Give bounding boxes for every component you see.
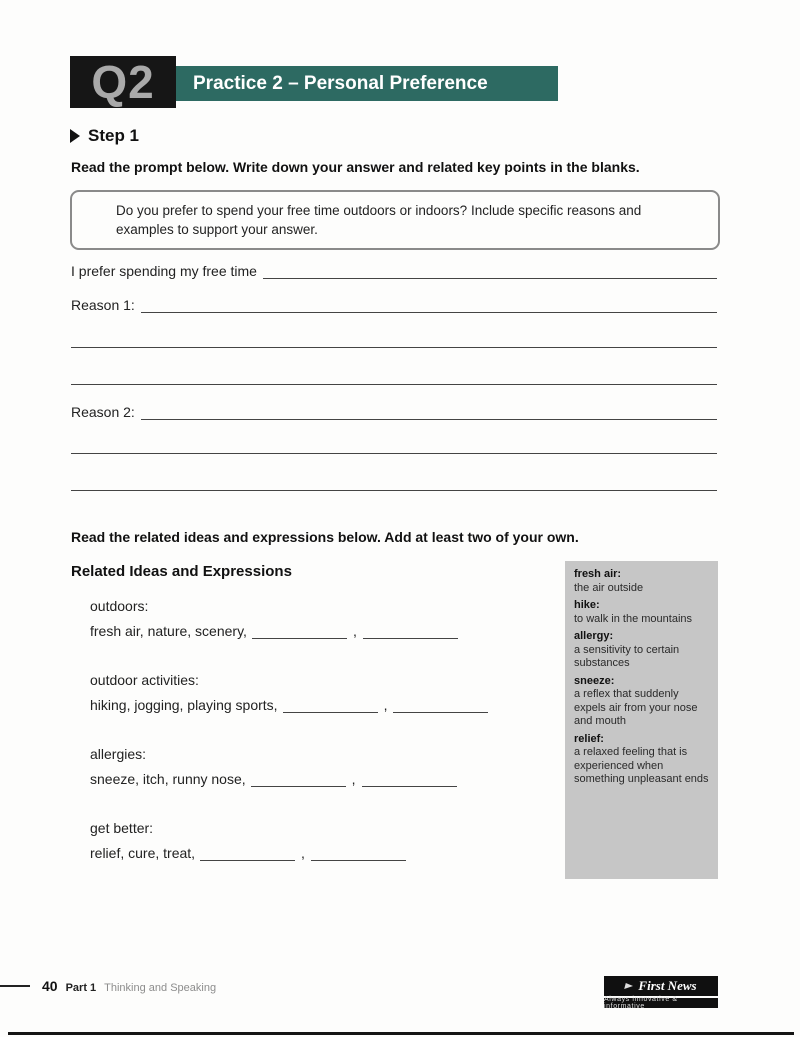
- answer-writing-line: [263, 262, 717, 279]
- idea-group-words: [90, 771, 552, 787]
- fill-in-blank: [283, 698, 378, 713]
- footer-rule: [0, 985, 30, 987]
- fill-in-blank: [200, 846, 295, 861]
- part-title: Thinking and Speaking: [104, 982, 217, 994]
- triangle-bullet-icon: [70, 129, 80, 143]
- ideas-heading: Related Ideas and Expressions: [71, 563, 292, 580]
- idea-group-label: outdoors:: [90, 598, 149, 614]
- idea-words-text: hiking, jogging, playing sports,: [90, 697, 278, 713]
- page-edge-line: [8, 1032, 794, 1035]
- idea-words-text: sneeze, itch, runny nose,: [90, 771, 246, 787]
- glossary-entry: [574, 568, 710, 595]
- idea-group-words: [90, 845, 552, 861]
- idea-group-label: get better:: [90, 820, 154, 836]
- fill-in-blank: [362, 772, 457, 787]
- step1-heading: [70, 126, 139, 146]
- writing-line: [71, 490, 717, 491]
- publisher-logo: [604, 976, 718, 1008]
- idea-group-outdoors: [90, 598, 552, 639]
- question-badge: Q2: [70, 56, 176, 108]
- footer-left: [42, 978, 216, 994]
- answer-lead-label: I prefer spending my free time: [71, 263, 257, 279]
- glossary-entry: [574, 675, 710, 729]
- publisher-name: First News: [638, 978, 697, 993]
- firstnews-logo-icon: [625, 983, 635, 989]
- glossary-definition: a relaxed feeling that is experienced when something unpleasant ends: [574, 746, 709, 785]
- prompt-text: Do you prefer to spend your free time outdoors or indoors? Include specific reasons and examples to support your answer.: [116, 203, 642, 237]
- reason2-row: [71, 403, 717, 420]
- publisher-logo-main: [604, 976, 718, 996]
- reason1-writing-line: [141, 296, 717, 313]
- step1-instruction: Read the prompt below. Write down your answer and related key points in the blanks.: [71, 159, 640, 175]
- page-title: Practice 2 – Personal Preference: [176, 66, 558, 101]
- idea-words-text: relief, cure, treat,: [90, 845, 196, 861]
- writing-line: [71, 453, 717, 454]
- idea-group-words: [90, 623, 552, 639]
- idea-group-label: outdoor activities:: [90, 672, 199, 688]
- fill-in-blank: [311, 846, 406, 861]
- publisher-tagline: Always innovative & informative: [604, 998, 718, 1008]
- page-number: 40: [42, 978, 58, 994]
- step1-label: Step 1: [88, 126, 140, 145]
- reason2-label: Reason 2:: [71, 404, 135, 420]
- glossary-term: fresh air:: [574, 568, 622, 580]
- glossary-term: sneeze:: [574, 674, 615, 687]
- idea-words-text: fresh air, nature, scenery,: [90, 623, 247, 639]
- glossary-entry: [574, 733, 710, 787]
- fill-in-blank: [393, 698, 488, 713]
- reason1-row: [71, 296, 717, 313]
- glossary-definition: to walk in the mountains: [574, 612, 693, 625]
- glossary-definition: the air outside: [574, 581, 644, 594]
- answer-lead-row: [71, 262, 717, 279]
- writing-line: [71, 347, 717, 348]
- glossary-definition: a sensitivity to certain substances: [574, 643, 680, 669]
- blank-separator: ,: [301, 845, 305, 861]
- writing-line: [71, 384, 717, 385]
- glossary-sidebar: [565, 561, 718, 879]
- idea-group-allergies: [90, 746, 552, 787]
- glossary-term: allergy:: [574, 630, 614, 642]
- glossary-entry: [574, 599, 710, 626]
- glossary-entry: [574, 630, 710, 671]
- reason2-writing-line: [141, 403, 717, 420]
- idea-group-label: allergies:: [90, 746, 147, 762]
- fill-in-blank: [363, 624, 458, 639]
- reason1-label: Reason 1:: [71, 297, 135, 313]
- part-label: Part 1: [65, 982, 97, 994]
- idea-groups: [90, 598, 552, 894]
- prompt-box: [70, 190, 720, 250]
- blank-separator: ,: [352, 623, 357, 639]
- idea-group-outdoor-activities: [90, 672, 552, 713]
- idea-group-get-better: [90, 820, 552, 861]
- blank-separator: ,: [383, 697, 388, 713]
- fill-in-blank: [252, 624, 347, 639]
- ideas-instruction: Read the related ideas and expressions below. Add at least two of your own.: [71, 529, 579, 545]
- fill-in-blank: [251, 772, 346, 787]
- blank-separator: ,: [351, 771, 356, 787]
- idea-group-words: [90, 697, 552, 713]
- glossary-term: hike:: [574, 599, 600, 611]
- glossary-term: relief:: [574, 732, 604, 745]
- glossary-definition: a reflex that suddenly expels air from your nose and mouth: [574, 688, 698, 727]
